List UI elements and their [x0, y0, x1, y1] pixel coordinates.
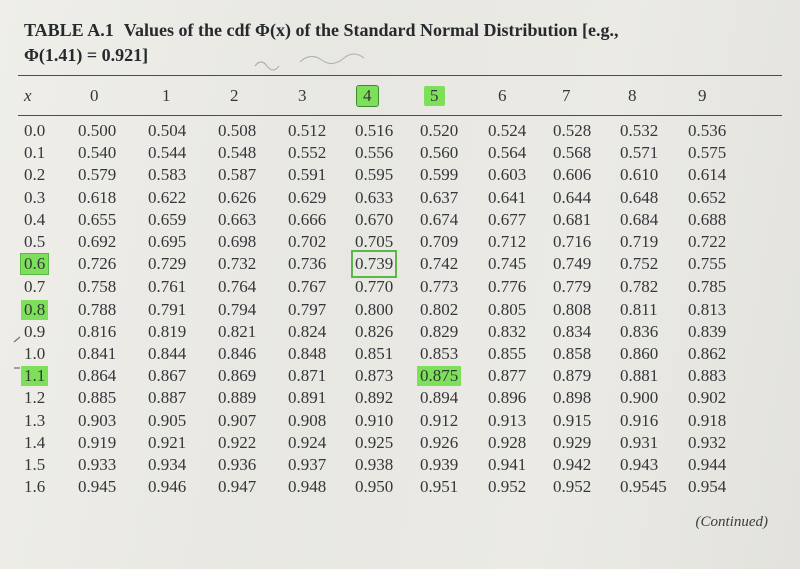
table-cell: 0.729 [148, 254, 187, 274]
table-cell: 0.767 [288, 277, 327, 297]
table-cell: 0.692 [78, 232, 117, 251]
column-header-7: 7 [562, 86, 571, 105]
caption-line-2: Φ(1.41) = 0.921] [24, 45, 149, 65]
table-cell: 0.889 [218, 388, 257, 408]
table-cell: 0.779 [553, 277, 592, 297]
table-cell: 0.903 [78, 410, 117, 430]
table-cell: 0.932 [688, 432, 727, 452]
table-cell: 0.516 [355, 121, 394, 140]
column-header-2: 2 [230, 86, 239, 105]
row-label: 0.8 [21, 300, 48, 320]
table-cell: 0.568 [553, 143, 592, 163]
table-cell: 0.663 [218, 209, 257, 229]
table-cell: 0.892 [355, 388, 394, 408]
table-cell: 0.716 [553, 232, 592, 251]
table-cell: 0.862 [688, 344, 727, 363]
table-cell: 0.770 [355, 277, 394, 297]
table-cell: 0.946 [148, 477, 187, 497]
table-cell: 0.695 [148, 232, 187, 251]
table-cell: 0.677 [488, 209, 527, 229]
table-cell: 0.811 [620, 299, 658, 319]
table-cell: 0.785 [688, 277, 727, 297]
table-cell: 0.918 [688, 410, 727, 430]
table-cell: 0.752 [620, 254, 659, 274]
table-cell: 0.622 [148, 187, 187, 207]
table-cell: 0.813 [688, 299, 727, 319]
table-cell: 0.941 [488, 455, 527, 474]
row-label: 0.9 [24, 321, 46, 341]
table-cell: 0.819 [148, 321, 187, 341]
table-cell: 0.788 [78, 299, 117, 319]
table-cell: 0.938 [355, 455, 394, 474]
row-label: 1.5 [24, 455, 46, 474]
column-header-8: 8 [628, 86, 637, 105]
table-cell: 0.896 [488, 388, 527, 408]
table-cell: 0.797 [288, 299, 327, 319]
table-cell: 0.599 [420, 165, 459, 185]
table-cell: 0.524 [488, 121, 527, 140]
table-cell: 0.887 [148, 388, 187, 408]
row-label: 0.6 [21, 254, 48, 274]
column-header-1: 1 [162, 86, 171, 105]
row-label: 1.1 [21, 366, 48, 386]
table-cell: 0.942 [553, 455, 592, 474]
table-cell: 0.922 [218, 432, 257, 452]
table-cell: 0.626 [218, 187, 257, 207]
column-header-6: 6 [498, 86, 507, 105]
table-cell: 0.936 [218, 455, 257, 474]
row-label: 1.4 [24, 432, 46, 452]
table-cell: 0.925 [355, 432, 394, 452]
table-cell: 0.947 [218, 477, 257, 497]
table-caption [24, 18, 724, 68]
table-cell: 0.674 [420, 209, 459, 229]
table-cell: 0.915 [553, 410, 592, 430]
row-label: 0.2 [24, 165, 46, 185]
table-label: TABLE A.1 [24, 20, 114, 40]
table-cell: 0.739 [355, 254, 394, 274]
table-cell: 0.902 [688, 388, 727, 408]
table-cell: 0.670 [355, 209, 394, 229]
column-header-5: 5 [424, 86, 445, 106]
row-label: 0.1 [24, 143, 46, 163]
table-cell: 0.802 [420, 299, 459, 319]
table-cell: 0.564 [488, 143, 527, 163]
table-cell: 0.945 [78, 477, 117, 497]
table-cell: 0.745 [488, 254, 527, 274]
table-cell: 0.528 [553, 121, 592, 140]
table-cell: 0.540 [78, 143, 117, 163]
table-cell: 0.610 [620, 165, 659, 185]
table-cell: 0.508 [218, 121, 257, 140]
column-header-4: 4 [357, 86, 378, 106]
row-label: 0.0 [24, 121, 46, 140]
table-cell: 0.869 [218, 366, 257, 386]
table-cell: 0.791 [148, 299, 187, 319]
x-column-header: x [24, 86, 32, 105]
table-cell: 0.722 [688, 232, 727, 251]
table-cell: 0.761 [148, 277, 187, 297]
table-cell: 0.749 [553, 254, 592, 274]
table-cell: 0.684 [620, 209, 659, 229]
column-header-3: 3 [298, 86, 307, 105]
table-cell: 0.764 [218, 277, 257, 297]
table-cell: 0.652 [688, 187, 727, 207]
table-cell: 0.875 [417, 366, 461, 386]
table-cell: 0.500 [78, 121, 117, 140]
table-cell: 0.758 [78, 277, 117, 297]
table-cell: 0.916 [620, 410, 659, 430]
table-cell: 0.864 [78, 366, 117, 386]
table-cell: 0.913 [488, 410, 527, 430]
table-cell: 0.841 [78, 344, 117, 363]
table-cell: 0.800 [355, 299, 394, 319]
table-cell: 0.571 [620, 143, 659, 163]
table-cell: 0.552 [288, 143, 327, 163]
table-cell: 0.637 [420, 187, 459, 207]
table-cell: 0.575 [688, 143, 727, 163]
table-cell: 0.907 [218, 410, 257, 430]
table-cell: 0.826 [355, 321, 394, 341]
table-cell: 0.681 [553, 209, 592, 229]
table-cell: 0.943 [620, 455, 659, 474]
table-cell: 0.928 [488, 432, 527, 452]
row-label: 0.7 [24, 277, 46, 297]
table-cell: 0.709 [420, 232, 459, 251]
table-cell: 0.629 [288, 187, 327, 207]
table-cell: 0.512 [288, 121, 327, 140]
table-cell: 0.832 [488, 321, 527, 341]
table-cell: 0.782 [620, 277, 659, 297]
table-cell: 0.839 [688, 321, 727, 341]
table-cell: 0.844 [148, 344, 187, 363]
table-cell: 0.851 [355, 344, 394, 363]
table-cell: 0.924 [288, 432, 327, 452]
table-cell: 0.618 [78, 187, 117, 207]
table-cell: 0.937 [288, 455, 327, 474]
table-cell: 0.853 [420, 344, 459, 363]
table-cell: 0.579 [78, 165, 117, 185]
table-cell: 0.705 [355, 232, 394, 251]
row-label: 0.5 [24, 232, 46, 251]
table-cell: 0.948 [288, 477, 327, 497]
table-cell: 0.560 [420, 143, 459, 163]
row-label: 1.3 [24, 410, 46, 430]
table-cell: 0.926 [420, 432, 459, 452]
table-cell: 0.908 [288, 410, 327, 430]
table-cell: 0.933 [78, 455, 117, 474]
table-cell: 0.885 [78, 388, 117, 408]
table-cell: 0.641 [488, 187, 527, 207]
row-label: 1.0 [24, 344, 46, 363]
table-cell: 0.931 [620, 432, 659, 452]
table-cell: 0.773 [420, 277, 459, 297]
table-cell: 0.867 [148, 366, 187, 386]
table-cell: 0.944 [688, 455, 727, 474]
table-cell: 0.702 [288, 232, 327, 251]
table-cell: 0.912 [420, 410, 459, 430]
table-cell: 0.836 [620, 321, 659, 341]
table-cell: 0.858 [553, 344, 592, 363]
table-cell: 0.659 [148, 209, 187, 229]
table-cell: 0.910 [355, 410, 394, 430]
table-top-rule [18, 75, 782, 76]
table-cell: 0.846 [218, 344, 257, 363]
table-cell: 0.591 [288, 165, 327, 185]
table-cell: 0.719 [620, 232, 659, 251]
table-cell: 0.934 [148, 455, 187, 474]
table-cell: 0.666 [288, 209, 327, 229]
table-cell: 0.532 [620, 121, 659, 140]
table-cell: 0.821 [218, 321, 257, 341]
table-cell: 0.877 [488, 366, 527, 386]
table-cell: 0.919 [78, 432, 117, 452]
table-cell: 0.829 [420, 321, 459, 341]
table-cell: 0.556 [355, 143, 394, 163]
table-cell: 0.698 [218, 232, 257, 251]
table-cell: 0.712 [488, 232, 527, 251]
table-cell: 0.951 [420, 477, 459, 497]
caption-title: Values of the cdf Φ(x) of the Standard Normal Distribution [e.g., [123, 20, 619, 40]
table-cell: 0.952 [553, 477, 592, 497]
table-cell: 0.606 [553, 165, 592, 185]
table-cell: 0.898 [553, 388, 592, 408]
table-cell: 0.742 [420, 254, 459, 274]
table-cell: 0.834 [553, 321, 592, 341]
table-cell: 0.726 [78, 254, 117, 274]
table-cell: 0.921 [148, 432, 187, 452]
table-cell: 0.655 [78, 209, 117, 229]
table-cell: 0.732 [218, 254, 257, 274]
table-cell: 0.881 [620, 366, 659, 386]
table-cell: 0.929 [553, 432, 592, 452]
table-cell: 0.688 [688, 209, 727, 229]
table-cell: 0.583 [148, 165, 187, 185]
table-header-rule [18, 115, 782, 116]
table-cell: 0.805 [488, 299, 527, 319]
table-cell: 0.536 [688, 121, 727, 140]
table-cell: 0.860 [620, 344, 659, 363]
column-header-9: 9 [698, 86, 707, 105]
table-cell: 0.883 [688, 366, 727, 386]
table-cell: 0.504 [148, 121, 187, 140]
table-cell: 0.9545 [620, 477, 667, 497]
table-cell: 0.614 [688, 165, 727, 185]
row-label: 1.2 [24, 388, 46, 408]
table-cell: 0.544 [148, 143, 187, 163]
table-cell: 0.633 [355, 187, 394, 207]
table-cell: 0.755 [688, 254, 727, 274]
table-cell: 0.848 [288, 344, 327, 363]
row-label: 1.6 [24, 477, 46, 497]
table-cell: 0.873 [355, 366, 394, 386]
table-cell: 0.548 [218, 143, 257, 163]
table-cell: 0.595 [355, 165, 394, 185]
table-cell: 0.644 [553, 187, 592, 207]
table-cell: 0.939 [420, 455, 459, 474]
table-cell: 0.891 [288, 388, 327, 408]
column-header-0: 0 [90, 86, 99, 105]
row-label: 0.4 [24, 209, 46, 229]
table-cell: 0.905 [148, 410, 187, 430]
table-cell: 0.855 [488, 344, 527, 363]
table-cell: 0.954 [688, 477, 727, 497]
table-cell: 0.736 [288, 254, 327, 274]
row-label: 0.3 [24, 187, 46, 207]
table-cell: 0.894 [420, 388, 459, 408]
table-cell: 0.950 [355, 477, 394, 497]
continued-note: (Continued) [695, 514, 768, 530]
table-cell: 0.587 [218, 165, 257, 185]
caption-line-1 [24, 18, 724, 43]
table-cell: 0.900 [620, 388, 659, 408]
table-cell: 0.808 [553, 299, 592, 319]
table-cell: 0.520 [420, 121, 459, 140]
table-cell: 0.648 [620, 187, 659, 207]
table-cell: 0.879 [553, 366, 592, 386]
table-cell: 0.776 [488, 277, 527, 297]
table-cell: 0.871 [288, 366, 327, 386]
table-cell: 0.952 [488, 477, 527, 497]
table-cell: 0.824 [288, 321, 327, 341]
table-cell: 0.816 [78, 321, 117, 341]
table-cell: 0.794 [218, 299, 257, 319]
table-cell: 0.603 [488, 165, 527, 185]
